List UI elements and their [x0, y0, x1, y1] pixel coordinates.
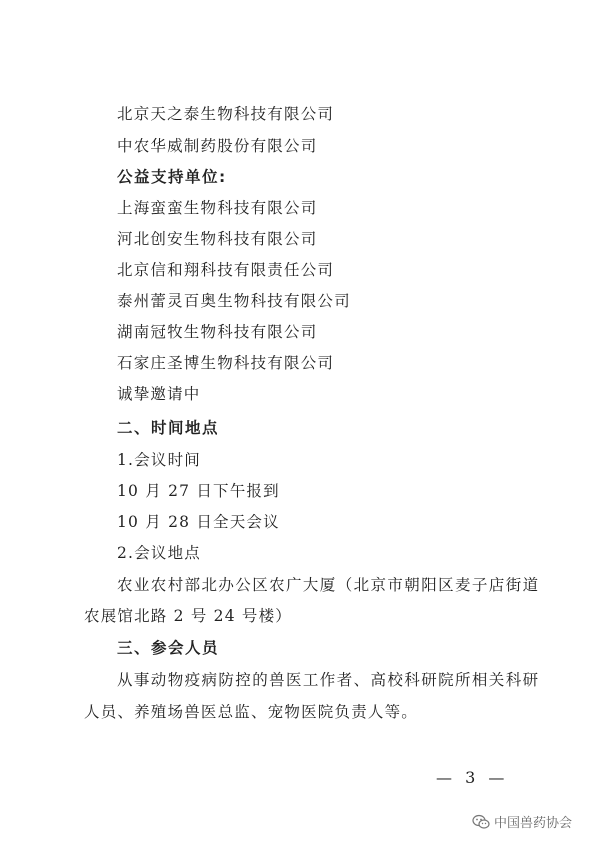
watermark	[472, 812, 572, 831]
watermark-text: 中国兽药协会	[494, 816, 573, 831]
support-item: 上海蛮蛮生物科技有限公司	[117, 199, 318, 217]
section-heading-attendees: 三、参会人员	[117, 639, 220, 657]
support-item: 石家庄圣博生物科技有限公司	[117, 354, 335, 372]
support-item: 诚挚邀请中	[117, 385, 201, 403]
meeting-place-line: 农展馆北路 2 号 24 号楼）	[84, 607, 292, 625]
support-item: 河北创安生物科技有限公司	[117, 230, 318, 248]
meeting-place-label: 2.会议地点	[117, 544, 201, 562]
public-support-heading: 公益支持单位:	[117, 168, 227, 186]
meeting-place-line: 农业农村部北办公区农广大厦（北京市朝阳区麦子店街道	[117, 576, 540, 594]
sponsor-item: 中农华威制药股份有限公司	[117, 137, 318, 155]
meeting-time-label: 1.会议时间	[117, 451, 201, 469]
sponsor-item: 北京天之泰生物科技有限公司	[117, 105, 335, 123]
support-item: 泰州蕾灵百奥生物科技有限公司	[117, 292, 351, 310]
support-item: 湖南冠牧生物科技有限公司	[117, 323, 318, 341]
section-heading-time-place: 二、时间地点	[117, 419, 220, 437]
support-item: 北京信和翔科技有限责任公司	[117, 261, 335, 279]
attendees-text: 人员、养殖场兽医总监、宠物医院负责人等。	[84, 703, 419, 721]
meeting-time-line: 10 月 28 日全天会议	[117, 513, 280, 531]
meeting-time-line: 10 月 27 日下午报到	[117, 482, 280, 500]
page-number: — 3 —	[436, 768, 509, 787]
attendees-text: 从事动物疫病防控的兽医工作者、高校科研院所相关科研	[117, 671, 540, 689]
wechat-icon	[472, 814, 490, 830]
